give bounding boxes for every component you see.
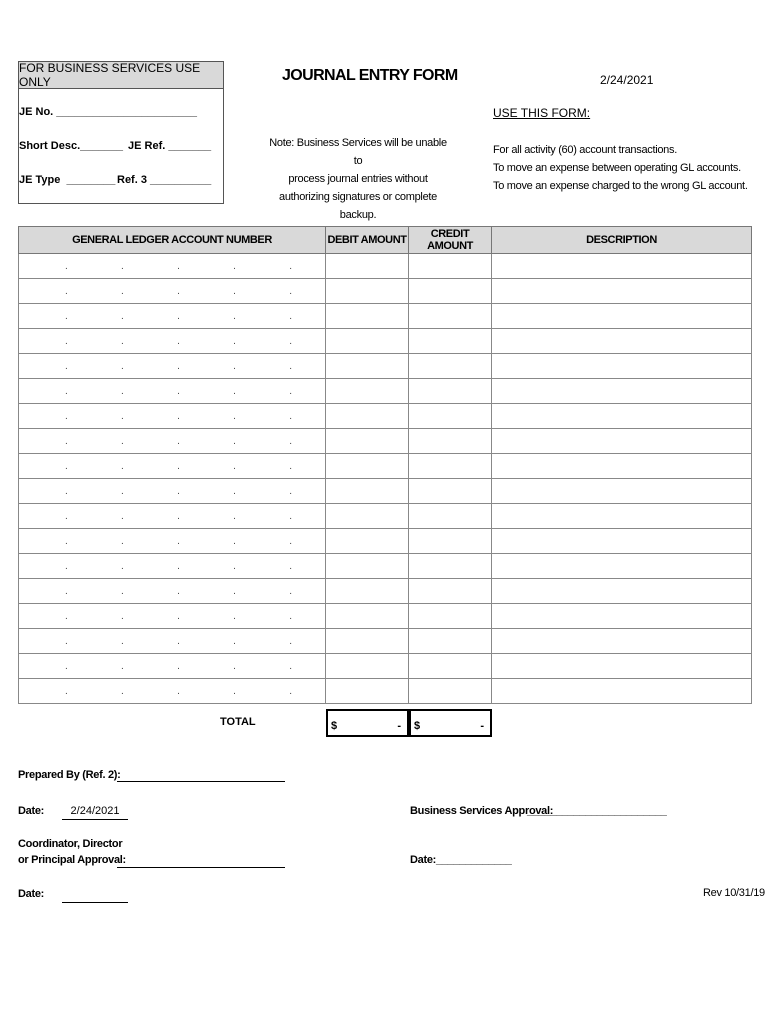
gl-account-cell[interactable] xyxy=(19,479,326,504)
segment-separator: . xyxy=(233,335,236,347)
segment-separator: . xyxy=(177,460,180,472)
segment-separator: . xyxy=(289,535,292,547)
gl-account-segments xyxy=(19,261,325,272)
note-line: process journal entries without xyxy=(288,173,428,185)
gl-account-cell[interactable] xyxy=(19,304,326,329)
debit-amount-cell[interactable] xyxy=(326,329,409,354)
gl-account-cell[interactable] xyxy=(19,579,326,604)
segment-separator: . xyxy=(65,685,68,697)
note-line: authorizing signatures or complete backup. xyxy=(279,191,437,221)
description-cell[interactable] xyxy=(492,679,752,704)
gl-account-segments xyxy=(19,411,325,422)
segment-separator: . xyxy=(121,585,124,597)
segment-separator: . xyxy=(121,435,124,447)
credit-amount-cell[interactable] xyxy=(409,654,492,679)
table-row xyxy=(19,254,752,279)
segment-separator: . xyxy=(65,510,68,522)
table-row xyxy=(19,604,752,629)
segment-separator: . xyxy=(177,310,180,322)
gl-account-cell[interactable] xyxy=(19,529,326,554)
gl-account-cell[interactable] xyxy=(19,429,326,454)
debit-amount-header: DEBIT AMOUNT xyxy=(326,227,409,254)
credit-amount-cell[interactable] xyxy=(409,329,492,354)
table-row xyxy=(19,629,752,654)
debit-amount-cell[interactable] xyxy=(326,479,409,504)
segment-separator: . xyxy=(65,460,68,472)
credit-amount-cell[interactable] xyxy=(409,304,492,329)
credit-amount-cell[interactable] xyxy=(409,604,492,629)
segment-separator: . xyxy=(121,410,124,422)
segment-separator: . xyxy=(289,685,292,697)
segment-separator: . xyxy=(177,410,180,422)
table-row xyxy=(19,354,752,379)
description-cell[interactable] xyxy=(492,304,752,329)
gl-account-segments xyxy=(19,386,325,397)
segment-separator: . xyxy=(121,535,124,547)
debit-amount-cell[interactable] xyxy=(326,579,409,604)
description-cell[interactable] xyxy=(492,554,752,579)
segment-separator: . xyxy=(177,535,180,547)
gl-account-cell[interactable] xyxy=(19,454,326,479)
segment-separator: . xyxy=(65,535,68,547)
segment-separator: . xyxy=(177,335,180,347)
segment-separator: . xyxy=(289,285,292,297)
segment-separator: . xyxy=(121,360,124,372)
segment-separator: . xyxy=(121,510,124,522)
segment-separator: . xyxy=(65,385,68,397)
segment-separator: . xyxy=(289,660,292,672)
gl-account-segments xyxy=(19,561,325,572)
gl-account-cell[interactable] xyxy=(19,354,326,379)
description-cell[interactable] xyxy=(492,254,752,279)
gl-account-cell[interactable] xyxy=(19,504,326,529)
segment-separator: . xyxy=(289,460,292,472)
segment-separator: . xyxy=(233,685,236,697)
debit-amount-cell[interactable] xyxy=(326,629,409,654)
je-type-field[interactable]: JE Type ________ xyxy=(19,174,116,186)
bs-approval-label: Business Services Approval: xyxy=(410,805,554,817)
segment-separator: . xyxy=(233,660,236,672)
segment-separator: . xyxy=(289,635,292,647)
date3-line[interactable] xyxy=(62,902,128,903)
segment-separator: . xyxy=(233,510,236,522)
short-desc-field[interactable]: Short Desc._______ xyxy=(19,140,123,152)
form-date: 2/24/2021 xyxy=(600,73,654,87)
debit-amount-cell[interactable] xyxy=(326,604,409,629)
table-row xyxy=(19,279,752,304)
segment-separator: . xyxy=(233,385,236,397)
table-row xyxy=(19,379,752,404)
credit-amount-cell[interactable] xyxy=(409,504,492,529)
debit-amount-cell[interactable] xyxy=(326,504,409,529)
segment-separator: . xyxy=(177,610,180,622)
use-item: To move an expense charged to the wrong GL account. xyxy=(493,180,748,192)
segment-separator: . xyxy=(177,685,180,697)
debit-amount-cell[interactable] xyxy=(326,379,409,404)
credit-amount-cell[interactable] xyxy=(409,279,492,304)
segment-separator: . xyxy=(65,435,68,447)
credit-total-currency: $ xyxy=(414,720,421,732)
debit-amount-cell[interactable] xyxy=(326,679,409,704)
credit-amount-header: CREDIT AMOUNT xyxy=(409,227,492,254)
date2-line[interactable]: _____________ xyxy=(436,854,512,866)
segment-separator: . xyxy=(121,285,124,297)
business-services-header xyxy=(19,62,223,89)
segment-separator: . xyxy=(121,260,124,272)
debit-amount-cell[interactable] xyxy=(326,354,409,379)
gl-account-cell[interactable] xyxy=(19,604,326,629)
credit-amount-cell[interactable] xyxy=(409,454,492,479)
segment-separator: . xyxy=(177,510,180,522)
segment-separator: . xyxy=(65,360,68,372)
credit-amount-cell[interactable] xyxy=(409,479,492,504)
table-row xyxy=(19,479,752,504)
gl-account-segments xyxy=(19,586,325,597)
table-row xyxy=(19,579,752,604)
business-services-title: FOR BUSINESS SERVICES USE ONLY xyxy=(19,61,201,89)
segment-separator: . xyxy=(233,485,236,497)
debit-amount-cell[interactable] xyxy=(326,529,409,554)
prepared-date-field[interactable]: 2/24/2021 xyxy=(62,803,128,820)
segment-separator: . xyxy=(233,585,236,597)
segment-separator: . xyxy=(65,260,68,272)
segment-separator: . xyxy=(233,410,236,422)
use-item: For all activity (60) account transactions. xyxy=(493,144,677,156)
segment-separator: . xyxy=(121,685,124,697)
segment-separator: . xyxy=(233,635,236,647)
segment-separator: . xyxy=(233,535,236,547)
credit-amount-cell[interactable] xyxy=(409,254,492,279)
table-row xyxy=(19,529,752,554)
segment-separator: . xyxy=(65,285,68,297)
segment-separator: . xyxy=(65,560,68,572)
segment-separator: . xyxy=(289,260,292,272)
segment-separator: . xyxy=(177,635,180,647)
table-row xyxy=(19,504,752,529)
segment-separator: . xyxy=(289,310,292,322)
credit-amount-cell[interactable] xyxy=(409,554,492,579)
segment-separator: . xyxy=(289,610,292,622)
coordinator-signature-line[interactable] xyxy=(117,867,285,868)
description-cell[interactable] xyxy=(492,529,752,554)
gl-account-segments xyxy=(19,686,325,697)
description-cell[interactable] xyxy=(492,354,752,379)
gl-account-segments xyxy=(19,611,325,622)
gl-account-cell[interactable] xyxy=(19,379,326,404)
table-row xyxy=(19,454,752,479)
segment-separator: . xyxy=(65,660,68,672)
note-line: Note: Business Services will be unable to xyxy=(269,137,447,167)
date2-label: Date: xyxy=(410,854,437,866)
segment-separator: . xyxy=(177,660,180,672)
segment-separator: . xyxy=(121,610,124,622)
table-row xyxy=(19,329,752,354)
segment-separator: . xyxy=(233,460,236,472)
date3-label: Date: xyxy=(18,888,45,900)
gl-account-segments xyxy=(19,461,325,472)
use-this-form-heading: USE THIS FORM: xyxy=(493,106,591,120)
segment-separator: . xyxy=(121,635,124,647)
journal-entry-table xyxy=(18,226,752,704)
segment-separator: . xyxy=(233,560,236,572)
table-row xyxy=(19,554,752,579)
segment-separator: . xyxy=(177,435,180,447)
gl-account-segments xyxy=(19,361,325,372)
gl-account-segments xyxy=(19,511,325,522)
ref3-field[interactable]: Ref. 3 __________ xyxy=(117,174,212,186)
description-cell[interactable] xyxy=(492,454,752,479)
table-row xyxy=(19,304,752,329)
total-label: TOTAL xyxy=(220,716,256,728)
debit-amount-cell[interactable] xyxy=(326,254,409,279)
note-text xyxy=(268,134,448,224)
description-cell[interactable] xyxy=(492,279,752,304)
segment-separator: . xyxy=(65,335,68,347)
debit-amount-cell[interactable] xyxy=(326,429,409,454)
table-row xyxy=(19,404,752,429)
gl-account-cell[interactable] xyxy=(19,679,326,704)
segment-separator: . xyxy=(121,310,124,322)
gl-account-cell[interactable] xyxy=(19,329,326,354)
gl-account-segments xyxy=(19,486,325,497)
segment-separator: . xyxy=(65,585,68,597)
description-cell[interactable] xyxy=(492,654,752,679)
debit-total-currency: $ xyxy=(331,720,338,732)
table-header-row xyxy=(19,227,752,254)
credit-amount-cell[interactable] xyxy=(409,404,492,429)
segment-separator: . xyxy=(121,485,124,497)
credit-amount-cell[interactable] xyxy=(409,529,492,554)
je-no-field[interactable]: JE No. _______________________ xyxy=(19,106,197,118)
business-services-box xyxy=(18,61,224,204)
segment-separator: . xyxy=(65,610,68,622)
form-title: JOURNAL ENTRY FORM xyxy=(282,67,458,84)
debit-amount-cell[interactable] xyxy=(326,454,409,479)
description-cell[interactable] xyxy=(492,504,752,529)
debit-amount-cell[interactable] xyxy=(326,404,409,429)
gl-account-segments xyxy=(19,436,325,447)
debit-total-amount: - xyxy=(397,720,401,732)
segment-separator: . xyxy=(177,260,180,272)
segment-separator: . xyxy=(233,285,236,297)
segment-separator: . xyxy=(121,335,124,347)
segment-separator: . xyxy=(177,585,180,597)
table-row xyxy=(19,654,752,679)
credit-amount-cell[interactable] xyxy=(409,629,492,654)
description-cell[interactable] xyxy=(492,379,752,404)
segment-separator: . xyxy=(289,360,292,372)
segment-separator: . xyxy=(121,560,124,572)
gl-account-cell[interactable] xyxy=(19,279,326,304)
gl-account-segments xyxy=(19,536,325,547)
segment-separator: . xyxy=(233,310,236,322)
segment-separator: . xyxy=(233,610,236,622)
debit-amount-cell[interactable] xyxy=(326,279,409,304)
gl-account-cell[interactable] xyxy=(19,654,326,679)
prepared-by-label: Prepared By (Ref. 2): xyxy=(18,769,121,781)
segment-separator: . xyxy=(233,360,236,372)
segment-separator: . xyxy=(177,485,180,497)
segment-separator: . xyxy=(121,385,124,397)
coordinator-label-line1: Coordinator, Director xyxy=(18,838,123,850)
segment-separator: . xyxy=(289,410,292,422)
gl-account-segments xyxy=(19,286,325,297)
gl-account-cell[interactable] xyxy=(19,254,326,279)
table-row xyxy=(19,679,752,704)
segment-separator: . xyxy=(289,510,292,522)
coordinator-label-line2: or Principal Approval: xyxy=(18,854,126,866)
gl-account-header: GENERAL LEDGER ACCOUNT NUMBER xyxy=(19,227,326,254)
debit-amount-cell[interactable] xyxy=(326,654,409,679)
date-label: Date: xyxy=(18,805,45,817)
segment-separator: . xyxy=(177,385,180,397)
credit-amount-cell[interactable] xyxy=(409,429,492,454)
gl-account-cell[interactable] xyxy=(19,629,326,654)
segment-separator: . xyxy=(65,310,68,322)
debit-total-cell xyxy=(326,709,409,737)
segment-separator: . xyxy=(121,460,124,472)
segment-separator: . xyxy=(177,560,180,572)
credit-total-amount: - xyxy=(480,720,484,732)
credit-total-cell xyxy=(409,709,492,737)
debit-amount-cell[interactable] xyxy=(326,554,409,579)
gl-account-segments xyxy=(19,636,325,647)
description-cell[interactable] xyxy=(492,429,752,454)
segment-separator: . xyxy=(233,260,236,272)
gl-account-segments xyxy=(19,661,325,672)
segment-separator: . xyxy=(289,335,292,347)
gl-account-segments xyxy=(19,336,325,347)
gl-account-cell[interactable] xyxy=(19,404,326,429)
je-ref-field[interactable]: JE Ref. _______ xyxy=(128,140,212,152)
segment-separator: . xyxy=(177,285,180,297)
description-cell[interactable] xyxy=(492,604,752,629)
credit-amount-cell[interactable] xyxy=(409,679,492,704)
segment-separator: . xyxy=(289,485,292,497)
segment-separator: . xyxy=(65,410,68,422)
description-cell[interactable] xyxy=(492,329,752,354)
segment-separator: . xyxy=(289,560,292,572)
credit-amount-cell[interactable] xyxy=(409,379,492,404)
description-cell[interactable] xyxy=(492,404,752,429)
prepared-by-signature-line[interactable] xyxy=(117,781,285,782)
credit-amount-cell[interactable] xyxy=(409,579,492,604)
segment-separator: . xyxy=(121,660,124,672)
revision-label: Rev 10/31/19 xyxy=(703,887,765,899)
gl-account-cell[interactable] xyxy=(19,554,326,579)
segment-separator: . xyxy=(289,585,292,597)
gl-account-segments xyxy=(19,311,325,322)
bs-approval-line[interactable]: ________________________ xyxy=(527,805,667,817)
segment-separator: . xyxy=(233,435,236,447)
credit-amount-cell[interactable] xyxy=(409,354,492,379)
segment-separator: . xyxy=(289,385,292,397)
description-cell[interactable] xyxy=(492,579,752,604)
segment-separator: . xyxy=(289,435,292,447)
segment-separator: . xyxy=(65,635,68,647)
table-row xyxy=(19,429,752,454)
debit-amount-cell[interactable] xyxy=(326,304,409,329)
description-cell[interactable] xyxy=(492,479,752,504)
segment-separator: . xyxy=(177,360,180,372)
description-header: DESCRIPTION xyxy=(492,227,752,254)
segment-separator: . xyxy=(65,485,68,497)
description-cell[interactable] xyxy=(492,629,752,654)
use-item: To move an expense between operating GL accounts. xyxy=(493,162,741,174)
